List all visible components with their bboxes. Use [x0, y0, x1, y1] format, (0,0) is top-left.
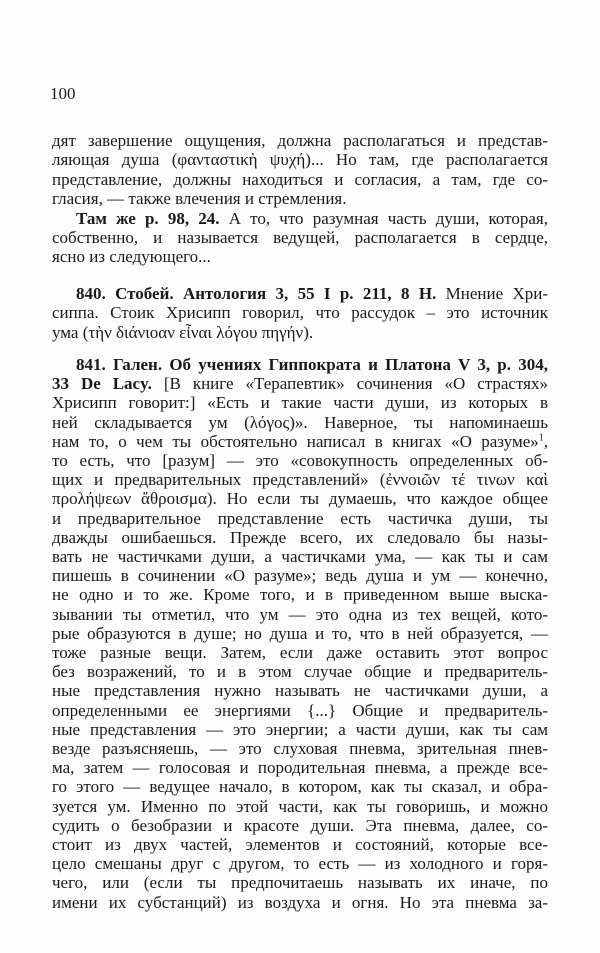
text-line: [52, 393, 548, 412]
text-run: представление, должны находиться и согласия, а там, где со-: [52, 169, 548, 189]
text-run: ные представления — это энергии; а части души, как ты сам: [52, 719, 548, 739]
text-run: без возражений, то и в этом случае общие и предваритель-: [52, 662, 548, 682]
text-line: [76, 209, 548, 228]
text-line: [52, 413, 548, 432]
text-line: [52, 873, 548, 892]
text-run: тоже разные вещи. Затем, если даже оставить этот вопрос: [52, 643, 548, 662]
text-run: дважды ошибаешься. Прежде всего, их следовало бы назы-: [52, 527, 548, 547]
text-run: собственно, и называется ведущей, располагается в сердце,: [52, 227, 548, 247]
text-line: [52, 247, 548, 266]
text-line: [52, 624, 548, 643]
text-run: Мнение Хри-: [436, 284, 548, 303]
text-line: [52, 797, 548, 816]
text-line: [52, 451, 548, 470]
text-line: [52, 701, 548, 720]
text-run: προλήψεων ἄθροισμα). Но если ты думаешь, что каждое общее: [52, 489, 548, 509]
text-run: не одно и то же. Кроме того, и в приведенном выше выска-: [52, 585, 548, 605]
text-run: и предварительное представление есть частичка души, ты: [52, 508, 548, 528]
text-run: ,: [543, 431, 548, 451]
text-run: А то, что разумная часть души, которая,: [219, 208, 548, 228]
text-line: [52, 758, 548, 777]
text-line: [52, 605, 548, 624]
text-line: [52, 374, 548, 393]
text-line: [52, 681, 548, 700]
text-line: [52, 170, 548, 189]
text-line: [52, 432, 548, 451]
text-line: [76, 355, 548, 374]
text-line: [52, 509, 548, 528]
text-line: [52, 489, 548, 508]
text-line: [52, 854, 548, 873]
text-line: [52, 835, 548, 854]
text-run: ней складывается ум (λόγος)». Наверное, ты напоминаешь: [52, 412, 548, 432]
text-line: [52, 131, 548, 150]
text-run: то есть, что [разум] — это «совокупность определенных об-: [52, 451, 548, 470]
text-run: рые образуются в душе; но душа и то, что в ней образуется, —: [52, 623, 548, 643]
text-line: [52, 303, 548, 322]
text-run: стоит из двух частей, элементов и состояний, которые все-: [52, 835, 548, 854]
heading-reference: 841. Гален. Об учениях Гиппократа и Платона V 3, p. 304,: [76, 355, 548, 374]
text-run: зывании ты отметил, что ум — это одна из тех вещей, кото-: [52, 604, 548, 624]
text-line: [52, 189, 548, 208]
text-run: го этого — ведущее начало, в котором, как ты сказал, и обра-: [52, 777, 548, 797]
heading-reference: 840. Стобей. Антология 3, 55 I p. 211, 8 H.: [76, 284, 437, 303]
text-line: [52, 547, 548, 566]
text-run: везде разъясняешь, — это слуховая пневма, зрительная пнев-: [52, 739, 548, 758]
text-run: имени их субстанций) из воздуха и огня. Но эта пневма за-: [52, 892, 548, 912]
page-number: 100: [50, 84, 76, 103]
text-line: [76, 284, 548, 303]
text-run: судить о безобразии и красоте души. Эта пневма, далее, со-: [52, 815, 548, 835]
text-line: [52, 528, 548, 547]
heading-reference: 33 De Lacy.: [52, 374, 152, 394]
text-line: [52, 662, 548, 681]
text-run: определенными ее энергиями {...} Общие и предваритель-: [52, 700, 548, 720]
text-line: [52, 739, 548, 758]
text-run: зуется ум. Именно по этой части, как ты говоришь, и можно: [52, 796, 548, 816]
heading-reference: Там же p. 98, 24.: [76, 208, 220, 228]
text-line: [52, 643, 548, 662]
text-line: [52, 816, 548, 835]
text-run: ляющая душа (φανταστικὴ ψυχή)... Но там, где располагается: [52, 150, 548, 170]
text-run: щих и предварительных представлений» (ἐννοιῶν τέ τινων καὶ: [52, 470, 548, 490]
text-run: [В книге «Терапевтик» сочинения «О страстях»: [151, 374, 548, 394]
text-line: [52, 585, 548, 604]
text-run: Хрисипп говорит:] «Есть и такие части души, из которых в: [52, 393, 548, 413]
text-run: чего, или (если ты предпочитаешь называть их иначе, по: [52, 873, 548, 893]
text-run: ма, затем — голосовая и породительная пневма, а прежде все-: [52, 758, 548, 778]
text-run: дят завершение ощущения, должна располагаться и представ-: [52, 131, 548, 150]
text-line: [52, 228, 548, 247]
footnote-ref: 1: [538, 432, 544, 444]
text-run: ума (τὴν διάνιοαν εἶναι λόγου πηγήν).: [52, 322, 314, 342]
text-run: нам то, о чем ты обстоятельно написал в книгах «О разуме»: [52, 431, 539, 451]
text-run: пишешь в сочинении «О разуме»; ведь душа и ум — конечно,: [52, 566, 548, 586]
text-line: [52, 777, 548, 796]
text-line: [52, 566, 548, 585]
text-run: гласия, — также влечения и стремления.: [52, 188, 347, 208]
text-line: [52, 150, 548, 169]
text-run: ясно из следующего...: [52, 247, 211, 267]
text-run: вать не частичками души, а частичками ума, — как ты и сам: [52, 547, 548, 566]
text-line: [52, 720, 548, 739]
text-line: [52, 470, 548, 489]
text-run: ные представления нужно называть не частичками души, а: [52, 681, 548, 701]
text-line: [52, 323, 548, 342]
text-line: [52, 893, 548, 912]
text-run: цело смешаны друг с другом, то есть — из холодного и горя-: [52, 854, 548, 874]
text-run: сиппа. Стоик Хрисипп говорил, что рассудок – это источник: [52, 303, 548, 323]
